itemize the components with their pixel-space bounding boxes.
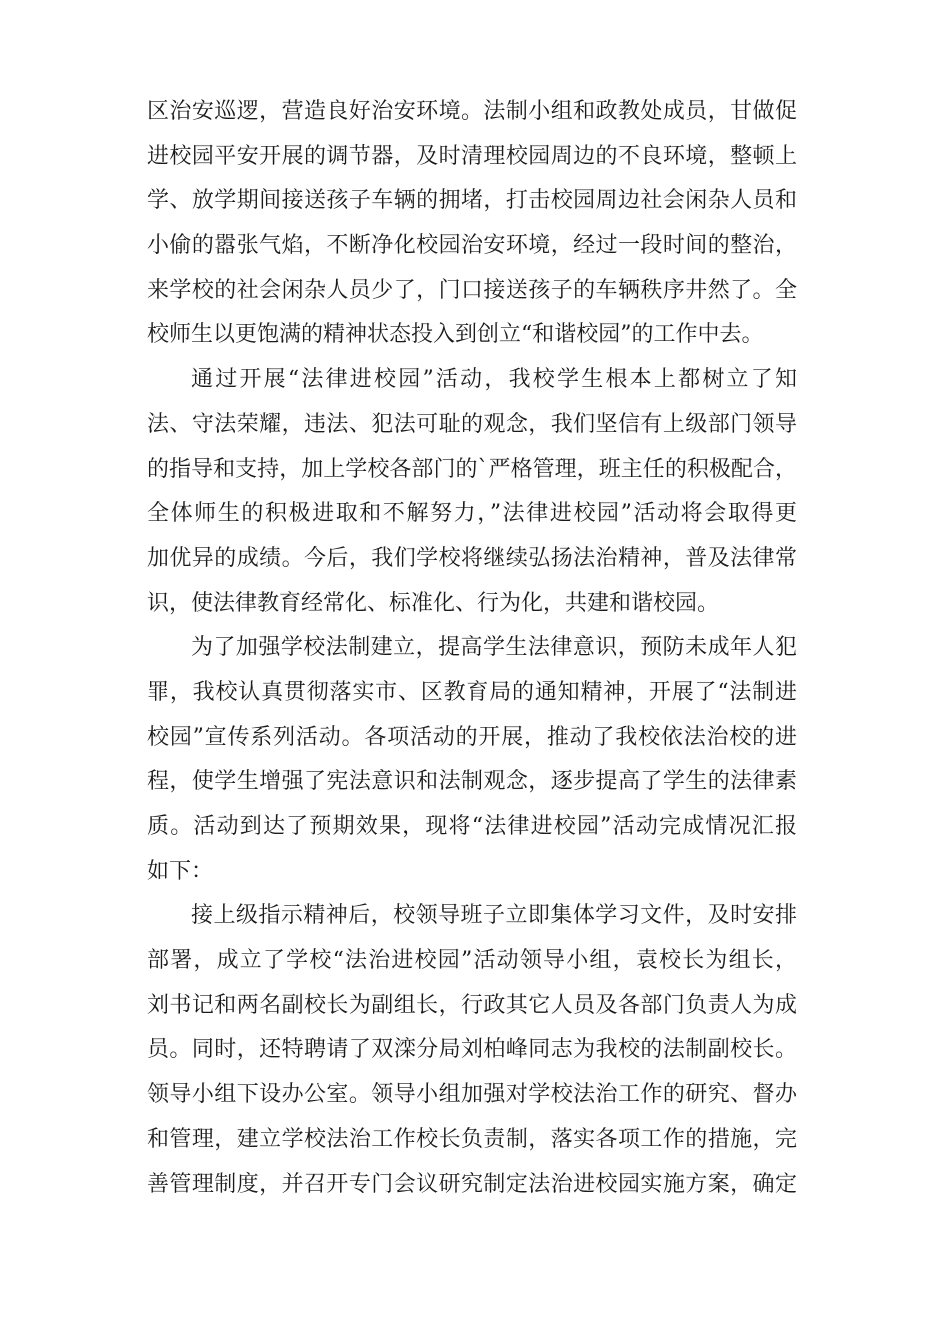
paragraph-4-line-2: 部署，成立了学校“法治进校园”活动领导小组，袁校长为组长， bbox=[147, 948, 797, 974]
paragraph-2-line-5: 加优异的成绩。今后，我们学校将继续弘扬法治精神，普及法律常 bbox=[147, 545, 797, 571]
paragraph-1-line-3: 学、放学期间接送孩子车辆的拥堵，打击校园周边社会闲杂人员和 bbox=[147, 188, 797, 214]
paragraph-2-line-1: 通过开展“法律进校园”活动，我校学生根本上都树立了知 bbox=[191, 367, 797, 393]
paragraph-3-line-6: 如下： bbox=[147, 858, 214, 884]
paragraph-2-line-2: 法、守法荣耀，违法、犯法可耻的观念，我们坚信有上级部门领导 bbox=[147, 411, 797, 437]
paragraph-3-line-4: 程，使学生增强了宪法意识和法制观念，逐步提高了学生的法律素 bbox=[147, 769, 797, 795]
paragraph-3-line-2: 罪，我校认真贯彻落实市、区教育局的通知精神，开展了“法制进 bbox=[147, 679, 797, 705]
paragraph-1-line-6: 校师生以更饱满的精神状态投入到创立“和谐校园”的工作中去。 bbox=[147, 322, 764, 348]
paragraph-4-line-7: 善管理制度，并召开专门会议研究制定法治进校园实施方案，确定 bbox=[147, 1171, 797, 1197]
paragraph-2-line-6: 识，使法律教育经常化、标准化、行为化，共建和谐校园。 bbox=[147, 590, 720, 616]
paragraph-4-line-4: 员。同时，还特聘请了双滦分局刘柏峰同志为我校的法制副校长。 bbox=[147, 1037, 797, 1063]
body-text bbox=[147, 90, 797, 1207]
paragraph-4-line-6: 和管理，建立学校法治工作校长负责制，落实各项工作的措施，完 bbox=[147, 1126, 797, 1152]
paragraph-1-line-5: 来学校的社会闲杂人员少了，门口接送孩子的车辆秩序井然了。全 bbox=[147, 277, 797, 303]
paragraph-1-line-1: 区治安巡逻，营造良好治安环境。法制小组和政教处成员，甘做促 bbox=[147, 99, 797, 124]
paragraph-3-line-1: 为了加强学校法制建立，提高学生法律意识，预防未成年人犯 bbox=[191, 635, 797, 661]
paragraph-3-line-3: 校园”宣传系列活动。各项活动的开展，推动了我校依法治校的进 bbox=[147, 724, 797, 750]
paragraph-2-line-3: 的指导和支持，加上学校各部门的`严格管理，班主任的积极配合， bbox=[147, 456, 797, 482]
paragraph-3-line-5: 质。活动到达了预期效果，现将“法律进校园”活动完成情况汇报 bbox=[147, 814, 797, 839]
paragraph-4-line-1: 接上级指示精神后，校领导班子立即集体学习文件，及时安排 bbox=[191, 903, 797, 929]
paragraph-4-line-3: 刘书记和两名副校长为副组长，行政其它人员及各部门负责人为成 bbox=[147, 992, 797, 1018]
paragraph-1-line-2: 进校园平安开展的调节器，及时清理校园周边的不良环境，整顿上 bbox=[147, 143, 797, 169]
paragraph-1-line-4: 小偷的嚣张气焰，不断净化校园治安环境，经过一段时间的整治， bbox=[147, 233, 797, 259]
paragraph-2-line-4: 全体师生的积极进取和不解努力，”法律进校园”活动将会取得更 bbox=[147, 501, 797, 527]
paragraph-4-line-5: 领导小组下设办公室。领导小组加强对学校法治工作的研究、督办 bbox=[147, 1082, 797, 1108]
